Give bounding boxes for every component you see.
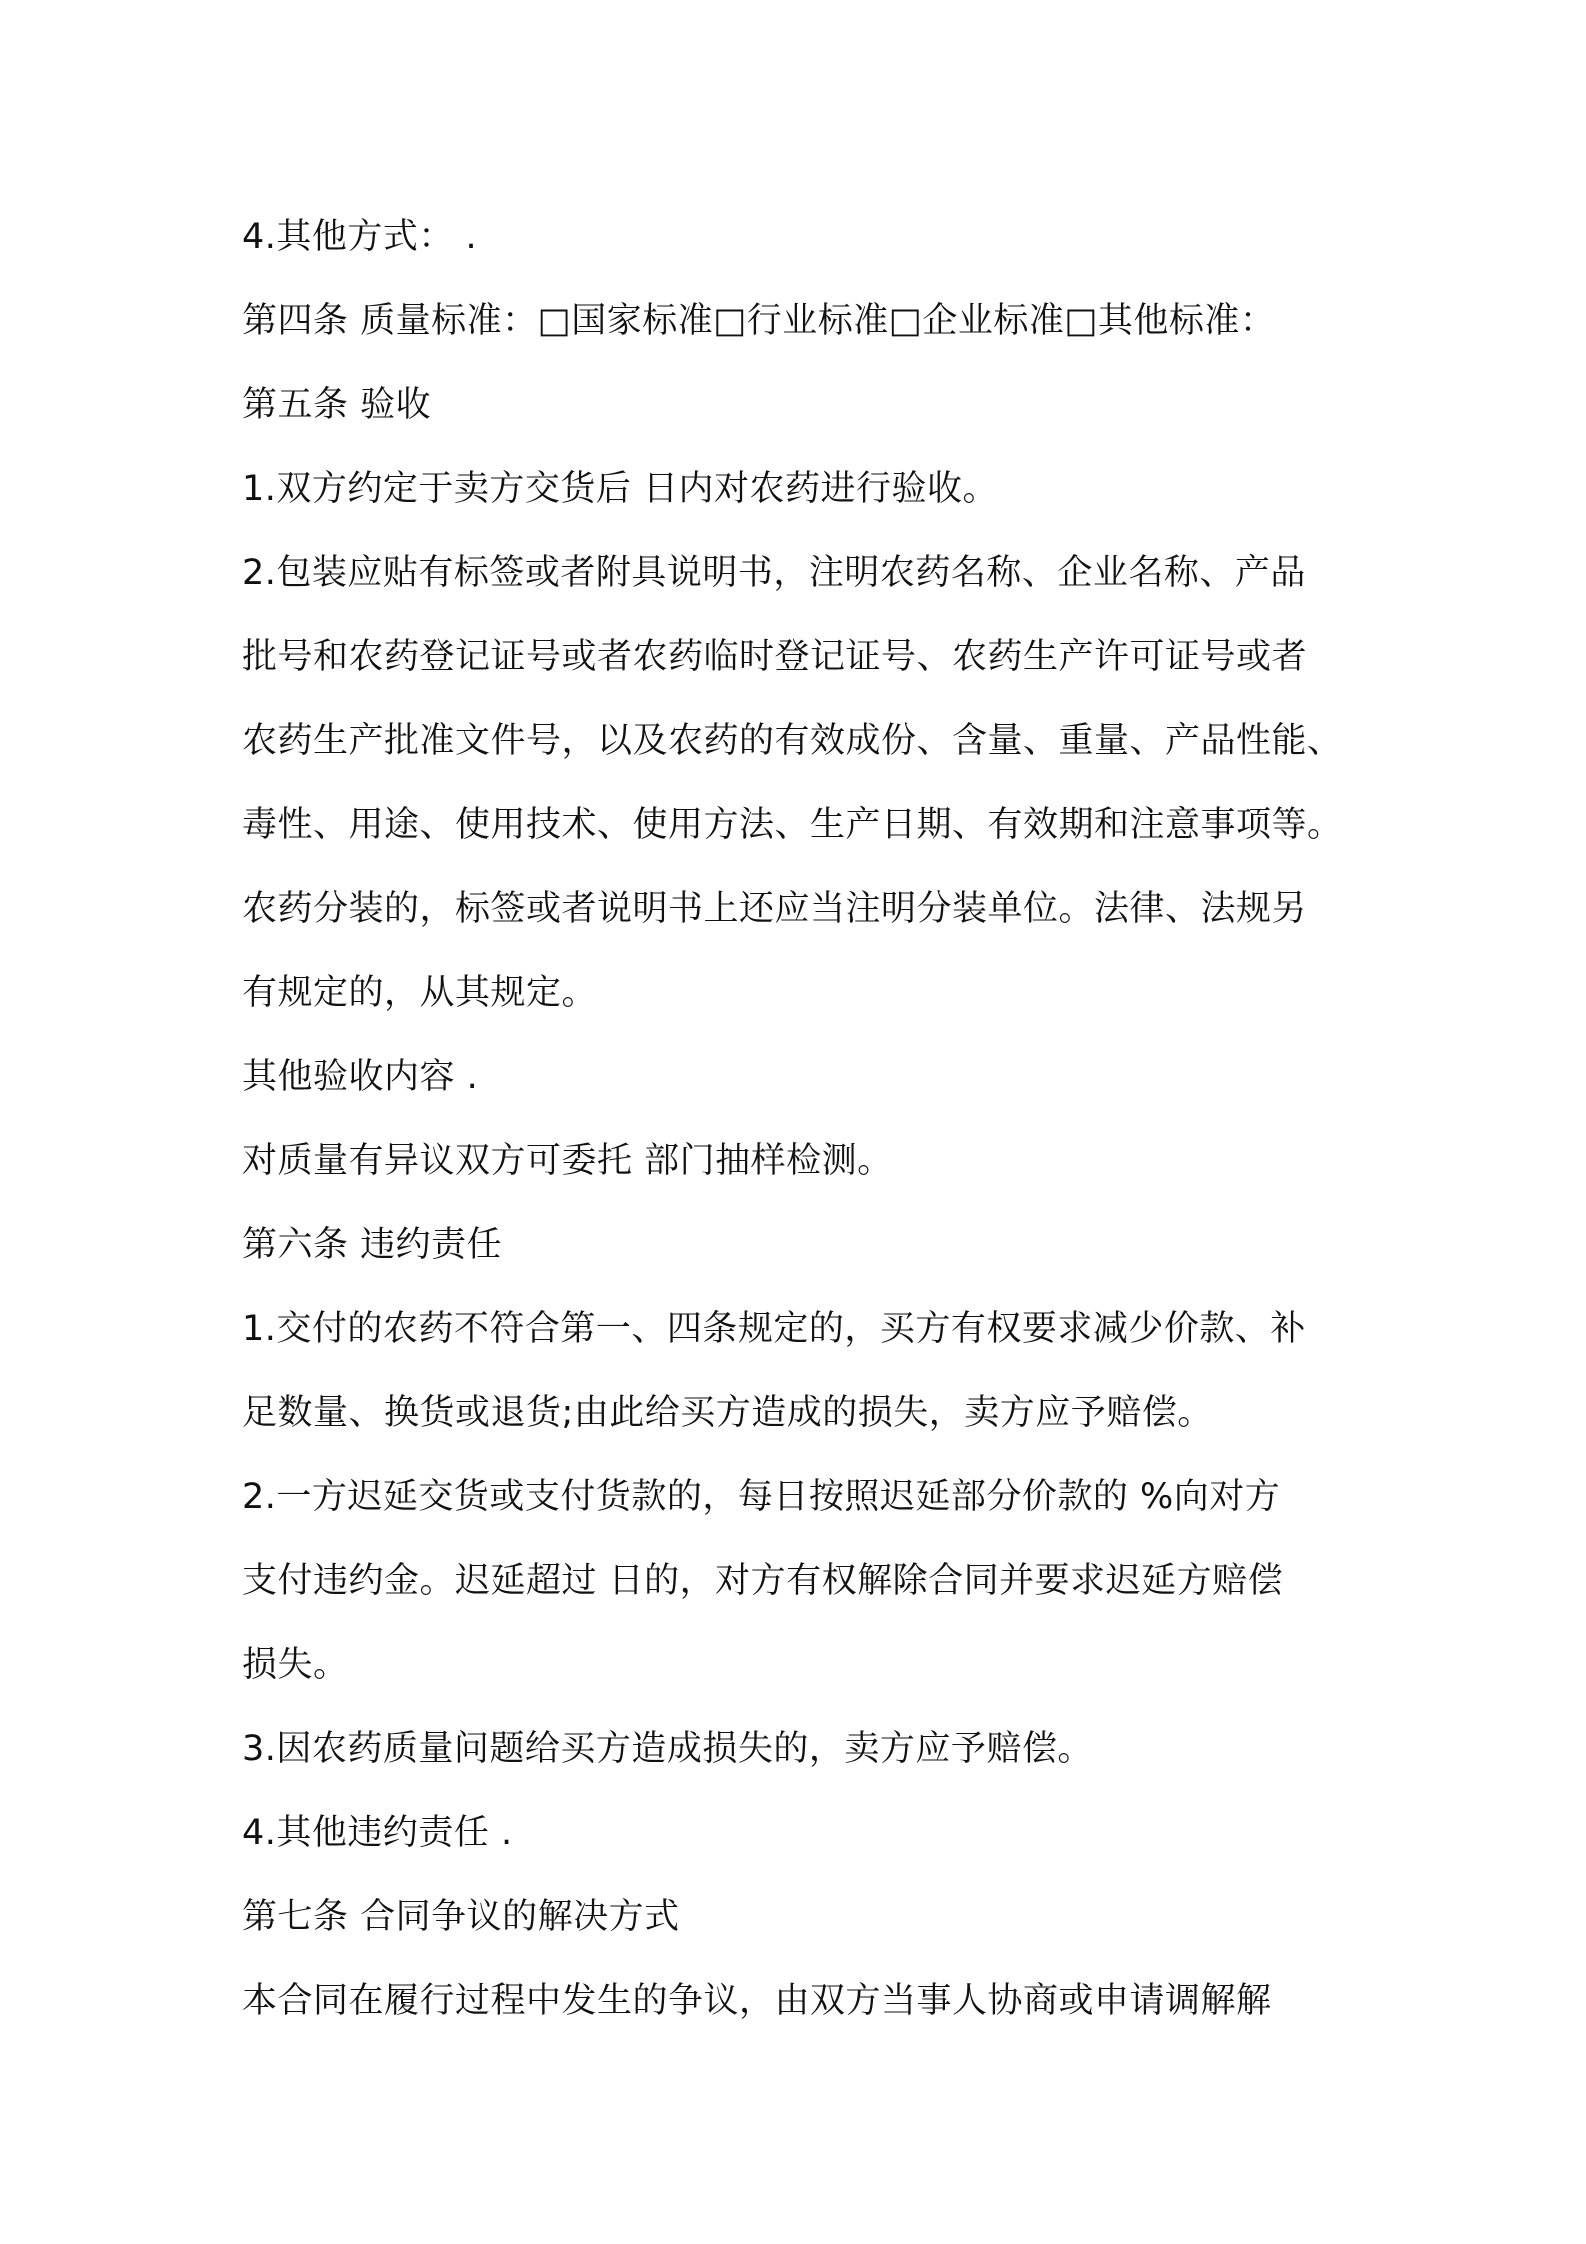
line-liability-1b: 足数量、换货或退货;由此给买方造成的损失，卖方应予赔偿。 xyxy=(242,1393,1213,1433)
line-article-7-heading: 第七条 合同争议的解决方式 xyxy=(242,1897,680,1937)
line-liability-1a: 1.交付的农药不符合第一、四条规定的，买方有权要求减少价款、补 xyxy=(242,1309,1306,1349)
line-packaging-2: 批号和农药登记证号或者农药临时登记证号、农药生产许可证号或者 xyxy=(242,637,1308,677)
line-packaging-4: 毒性、用途、使用技术、使用方法、生产日期、有效期和注意事项等。 xyxy=(242,805,1343,845)
line-other-methods: 4.其他方式： . xyxy=(242,217,478,257)
line-liability-2c: 损失。 xyxy=(242,1645,349,1685)
line-dispute-resolution: 本合同在履行过程中发生的争议，由双方当事人协商或申请调解解 xyxy=(242,1981,1272,2021)
line-acceptance-period: 1.双方约定于卖方交货后 日内对农药进行验收。 xyxy=(242,469,999,509)
line-packaging-3: 农药生产批准文件号，以及农药的有效成份、含量、重量、产品性能、 xyxy=(242,721,1343,761)
line-article-4-quality-standard: 第四条 质量标准：□国家标准□行业标准□企业标准□其他标准： xyxy=(242,301,1276,341)
line-article-5-heading: 第五条 验收 xyxy=(242,385,432,425)
line-packaging-6: 有规定的，从其规定。 xyxy=(242,973,598,1013)
line-packaging-5: 农药分装的，标签或者说明书上还应当注明分装单位。法律、法规另 xyxy=(242,889,1308,929)
line-liability-2a: 2.一方迟延交货或支付货款的，每日按照迟延部分价款的 %向对方 xyxy=(242,1477,1281,1517)
document-body xyxy=(242,195,1362,2043)
line-liability-4: 4.其他违约责任 . xyxy=(242,1813,513,1853)
line-quality-dispute: 对质量有异议双方可委托 部门抽样检测。 xyxy=(242,1141,893,1181)
line-article-6-heading: 第六条 违约责任 xyxy=(242,1225,503,1265)
line-liability-2b: 支付违约金。迟延超过 日的，对方有权解除合同并要求迟延方赔偿 xyxy=(242,1561,1284,1601)
line-liability-3: 3.因农药质量问题给买方造成损失的，卖方应予赔偿。 xyxy=(242,1729,1093,1769)
line-other-acceptance: 其他验收内容 . xyxy=(242,1057,479,1097)
line-packaging-1: 2.包装应贴有标签或者附具说明书，注明农药名称、企业名称、产品 xyxy=(242,553,1306,593)
